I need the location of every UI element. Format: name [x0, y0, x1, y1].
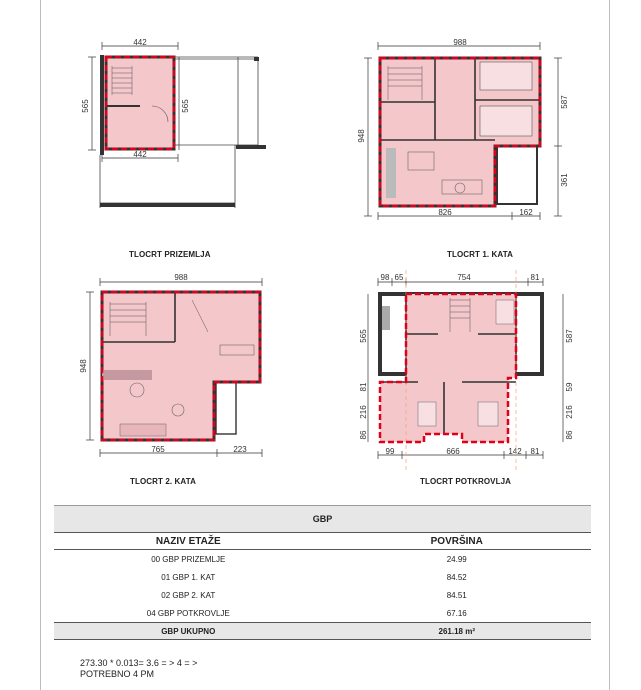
table-row [54, 604, 591, 623]
column-header-name: NAZIV ETAŽE [54, 533, 323, 550]
note-line-2: POTREBNO 4 PM [80, 669, 155, 679]
dim-right-upper: 587 [560, 95, 569, 109]
dim-left: 565 [81, 99, 90, 113]
table-title: GBP [54, 506, 591, 533]
attic-plan [358, 270, 578, 470]
total-row [54, 623, 591, 640]
dim-bottom-b: 666 [446, 447, 460, 456]
dim-left: 948 [357, 129, 366, 143]
dim-left-c: 216 [359, 405, 368, 419]
dim-right-d: 86 [565, 430, 574, 440]
table-row [54, 568, 591, 586]
dim-right-a: 587 [565, 329, 574, 343]
row-area: 84.52 [446, 572, 467, 582]
dim-mid: 565 [181, 99, 190, 113]
row-name: 00 GBP PRIZEMLJE [151, 554, 226, 564]
ground-floor-title: TLOCRT PRIZEMLJA [129, 250, 211, 259]
first-floor-plan [357, 38, 575, 230]
second-floor-plan [80, 270, 280, 460]
table-row [54, 550, 591, 569]
dim-left-b: 81 [359, 382, 368, 392]
dim-right-c: 216 [565, 405, 574, 419]
total-label: GBP UKUPNO [54, 623, 323, 640]
row-area: 24.99 [446, 554, 467, 564]
second-floor-title: TLOCRT 2. KATA [130, 477, 196, 486]
total-value: 261.18 m² [323, 623, 592, 640]
dim-top-d: 81 [530, 273, 540, 282]
note-line-1: 273.30 * 0.013= 3.6 = > 4 = > [80, 658, 198, 668]
row-name: 02 GBP 2. KAT [161, 590, 216, 600]
row-area: 67.16 [446, 608, 467, 618]
dim-bottom-a: 99 [385, 447, 395, 456]
dim-top: 442 [133, 38, 147, 47]
dim-bottom-c: 142 [508, 447, 522, 456]
dim-bottom-d: 81 [530, 447, 540, 456]
dim-bottom-a: 765 [151, 445, 165, 454]
dim-bottom-a: 826 [438, 208, 452, 217]
column-header-area: POVRŠINA [323, 533, 592, 550]
dim-top-c: 754 [457, 273, 471, 282]
row-name: 04 GBP POTKROVLJE [146, 608, 230, 618]
row-area: 84.51 [446, 590, 467, 600]
gbp-table [54, 505, 591, 640]
parking-note [80, 658, 197, 680]
first-floor-title: TLOCRT 1. KATA [447, 250, 513, 259]
dim-right-b: 59 [565, 382, 574, 392]
dim-right-lower: 361 [560, 173, 569, 187]
dim-left: 948 [79, 359, 88, 373]
dim-bottom: 442 [133, 150, 147, 159]
dim-bottom-b: 223 [233, 445, 247, 454]
ground-floor-plan [80, 40, 280, 215]
dim-top: 988 [174, 273, 188, 282]
dim-bottom-b: 162 [519, 208, 533, 217]
attic-title: TLOCRT POTKROVLJA [420, 477, 512, 486]
row-name: 01 GBP 1. KAT [161, 572, 216, 582]
dim-top-b: 65 [394, 273, 404, 282]
dim-top-a: 98 [380, 273, 390, 282]
table-row [54, 586, 591, 604]
dim-left-d: 86 [359, 430, 368, 440]
dim-top: 988 [453, 38, 467, 47]
dim-left-a: 565 [359, 329, 368, 343]
